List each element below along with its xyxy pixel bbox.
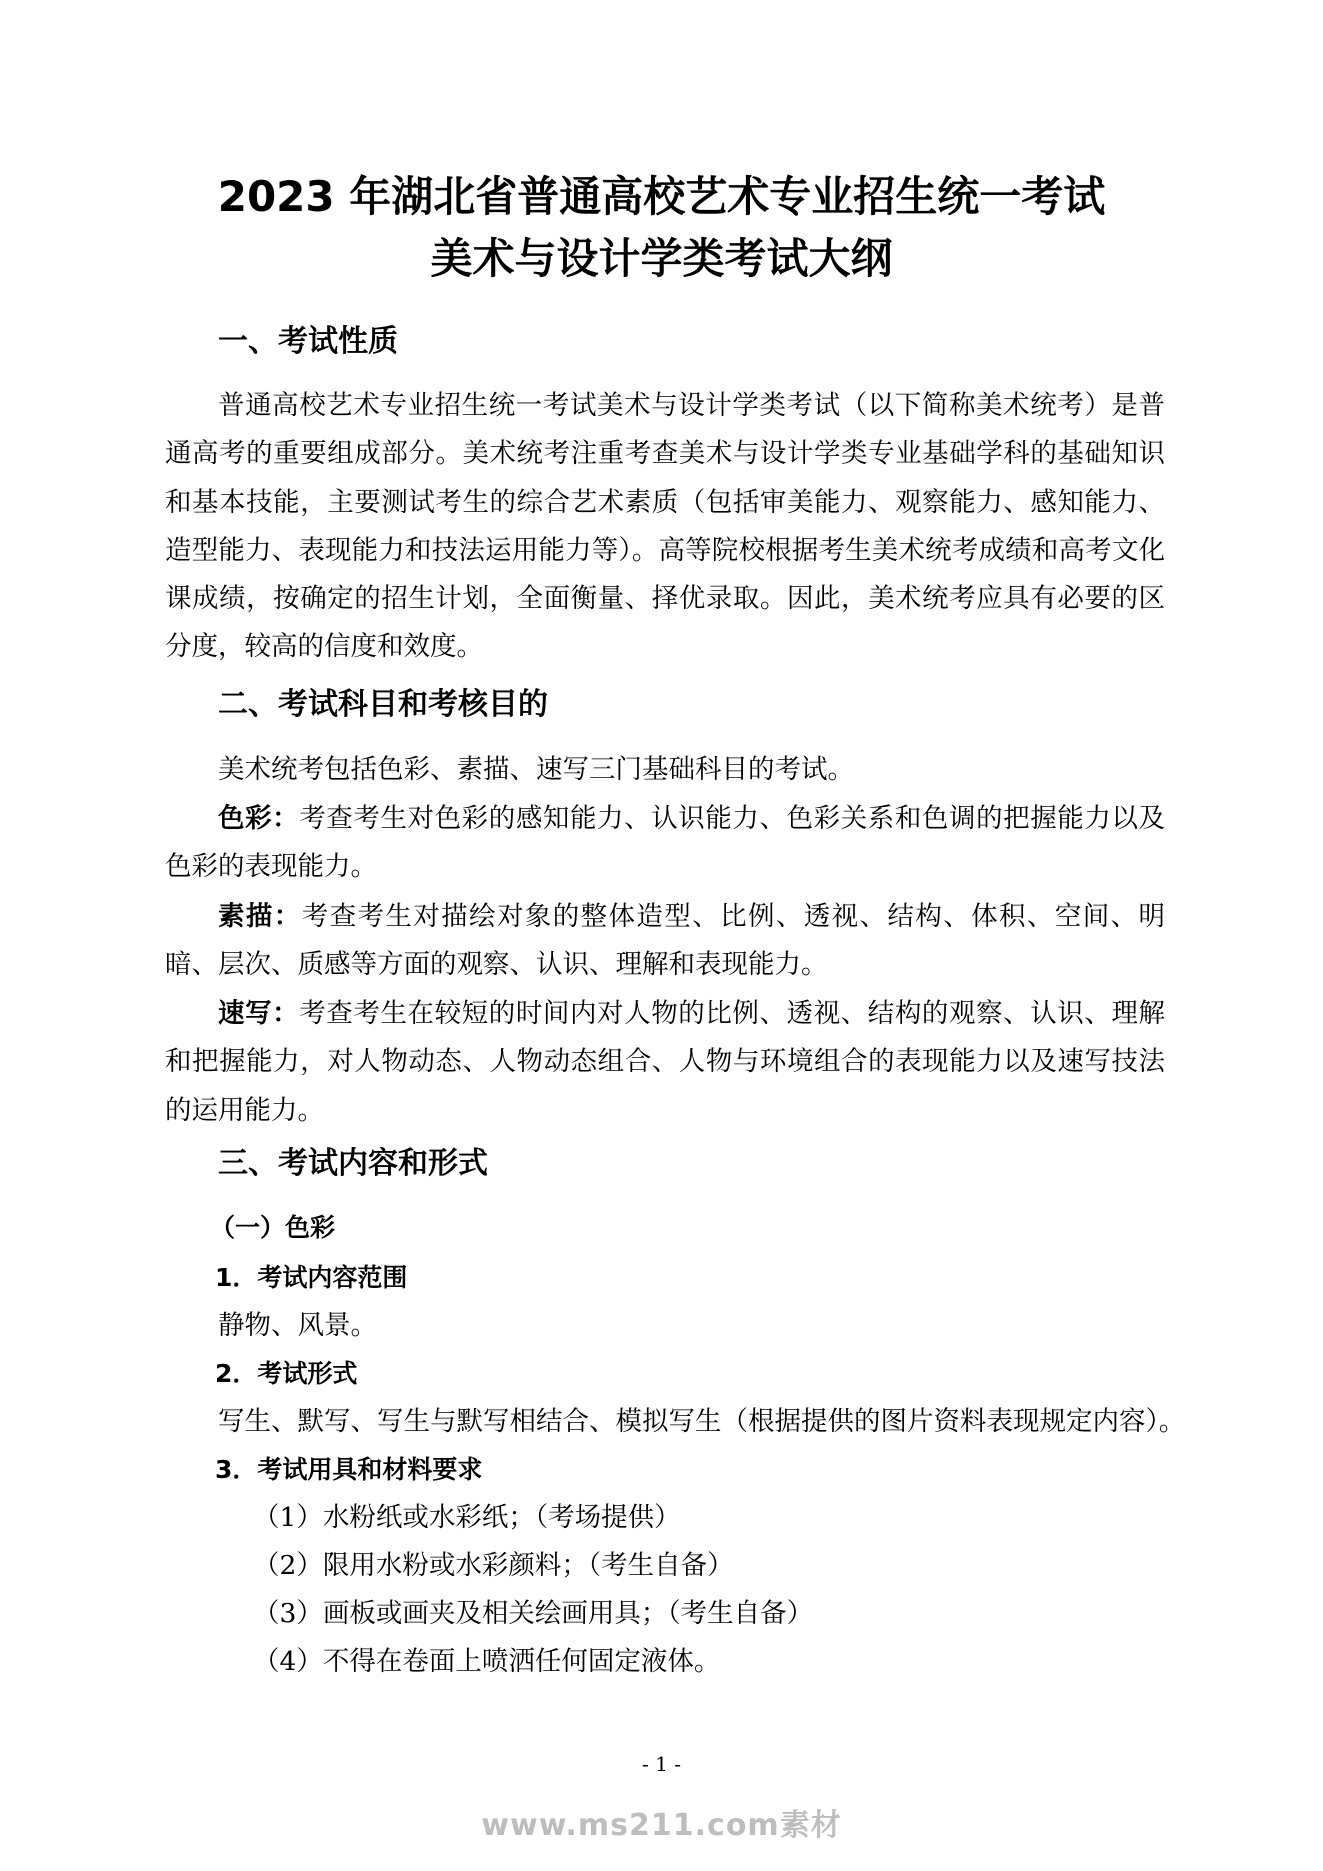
paragraph-exam-nature: 普通高校艺术专业招生统一考试美术与设计学类考试（以下简称美术统考）是普通高考的重要组成部分。美术统考注重考查美术与设计学类专业基础学科的基础知识和基本技能，主要测试考生的综合艺术素质（包括审美能力、观察能力、感知能力、造型能力、表现能力和技法运用能力等）。高等院校根据考生美术统考成绩和高考文化课成绩，按确定的招生计划，全面衡量、择优录取。因此，美术统考应具有必要的区分度，较高的信度和效度。 [165,390,1165,663]
materials-list-item: （4）不得在卷面上喷洒任何固定液体。 [253,1646,721,1677]
paragraph-subjects-intro: 美术统考包括色彩、素描、速写三门基础科目的考试。 [218,754,854,785]
document-title-line-2: 美术与设计学类考试大纲 [430,234,893,283]
section-heading-exam-nature: 一、考试性质 [218,324,398,359]
subsection-heading-color: （一）色彩 [210,1213,336,1242]
paragraph-color [165,795,1165,892]
watermark: www.ms211.com素材 [481,1808,842,1843]
speed-sketch-label: 速写： [218,998,300,1029]
materials-list-item: （1）水粉纸或水彩纸；（考场提供） [253,1502,681,1533]
section-heading-subjects: 二、考试科目和考核目的 [218,687,548,722]
color-text: 考查考生对色彩的感知能力、认识能力、色彩关系和色调的把握能力以及色彩的表现能力。 [165,803,1166,883]
paragraph-sketch [165,893,1165,990]
color-label: 色彩： [218,803,300,834]
sketch-text: 考查考生对描绘对象的整体造型、比例、透视、结构、体积、空间、明暗、层次、质感等方面的观察、认识、理解和表现能力。 [165,901,1166,981]
section-heading-content-form: 三、考试内容和形式 [218,1146,488,1181]
speed-sketch-text: 考查考生在较短的时间内对人物的比例、透视、结构的观察、认识、理解和把握能力，对人物动态、人物动态组合、人物与环境组合的表现能力以及速写技法的运用能力。 [165,998,1166,1126]
materials-list-item: （3）画板或画夹及相关绘画用具；（考生自备） [253,1598,814,1629]
document-title-line-1: 2023 年湖北省普通高校艺术专业招生统一考试 [217,172,1106,221]
item-heading-materials: 3．考试用具和材料要求 [215,1455,483,1484]
sketch-label: 素描： [218,901,302,932]
item-heading-content-scope: 1．考试内容范围 [215,1263,408,1292]
item-heading-exam-form: 2．考试形式 [215,1359,358,1388]
paragraph-speed-sketch [165,990,1165,1135]
item-text-content-scope: 静物、风景。 [218,1310,377,1341]
materials-list-item: （2）限用水粉或水彩颜料；（考生自备） [253,1550,734,1581]
item-text-exam-form: 写生、默写、写生与默写相结合、模拟写生（根据提供的图片资料表现规定内容）。 [218,1406,1186,1437]
page-number: - 1 - [642,1752,681,1776]
